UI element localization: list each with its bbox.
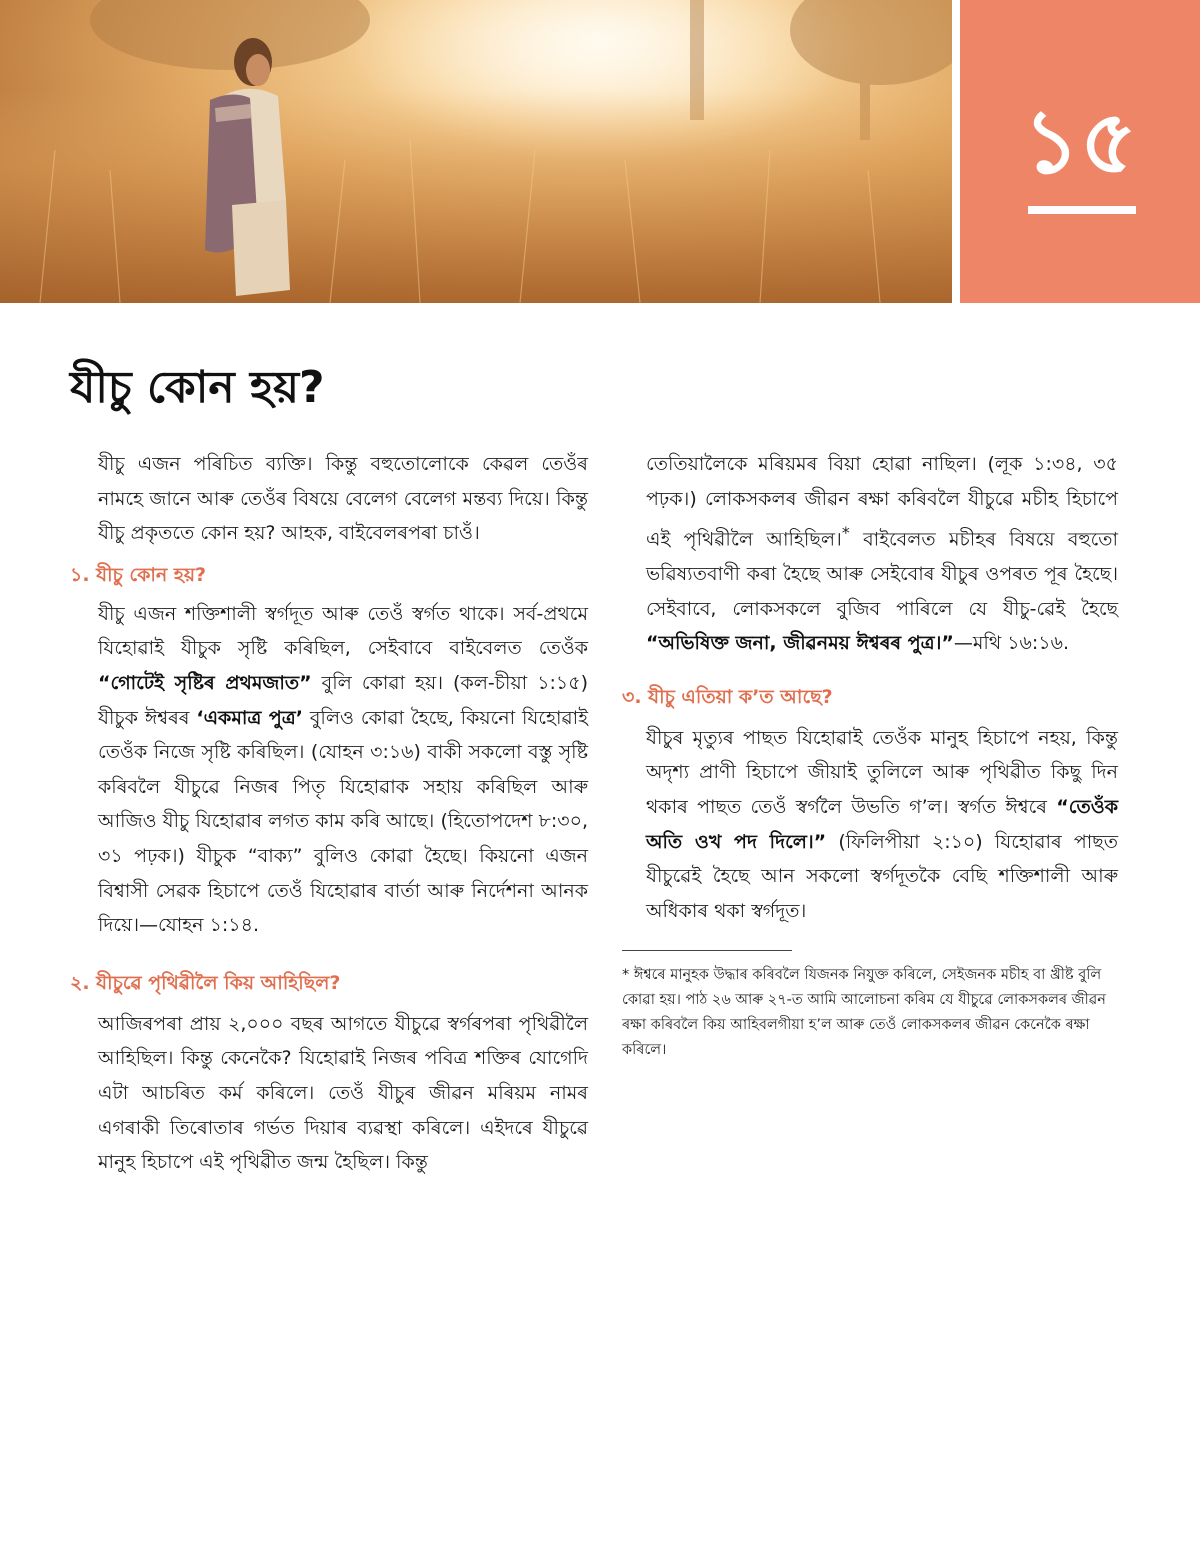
answer-paragraph-1 bbox=[70, 597, 588, 943]
bold-quote: “অভিষিক্ত জনা, জীৱনময় ঈশ্বৰৰ পুত্ৰ।” bbox=[646, 632, 954, 655]
left-column bbox=[70, 447, 588, 1180]
text-run: তেতিয়ালৈকে মৰিয়মৰ বিয়া হোৱা নাছিল। (লূক ১:৩৪, ৩৫ পঢ়ক।) লোকসকলৰ জীৱন ৰক্ষা কৰিবলৈ যীচুৱে মচীহ হিচাপে এই পৃথিৱীলৈ আহিছিল। bbox=[646, 453, 1118, 551]
chapter-number: ১৫ bbox=[1022, 90, 1138, 193]
chapter-underline bbox=[1028, 206, 1136, 214]
footnote-text: * ঈশ্বৰে মানুহক উদ্ধাৰ কৰিবলৈ যিজনক নিযুক্ত কৰিলে, সেইজনক মচীহ বা খ্ৰীষ্ট বুলি কোৱা হয়। পাঠ ২৬ আৰু ২৭-ত আমি আলোচনা কৰিম যে যীচুৱে লোকসকলৰ জীৱন ৰক্ষা কৰিবলৈ কিয় আহিবলগীয়া হ’ল আৰু তেওঁ লোকসকলৰ জীৱন কেনেকৈ ৰক্ষা কৰিলে। bbox=[622, 967, 1106, 1059]
text-run: বুলিও কোৱা হৈছে, কিয়নো যিহোৱাই তেওঁক নিজে সৃষ্টি কৰিছিল। (যোহন ৩:১৬) বাকী সকলো বস্তু সৃষ্টি কৰিবলৈ যীচুৱে নিজৰ পিতৃ যিহোৱাক সহায় কৰিছিল আৰু আজিও যীচু যিহোৱাৰ লগত কাম কৰি আছে। (হিতোপদেশ ৮:৩০, ৩১ পঢ়ক।) যীচুক “বাক্য” বুলিও কোৱা হৈছে। কিয়নো এজন বিশ্বাসী সেৱক হিচাপে তেওঁ যিহোৱাৰ বাৰ্তা আৰু নিৰ্দেশনা আনক দিয়ে।—যোহন ১:১৪. bbox=[98, 706, 588, 937]
field-illustration bbox=[0, 0, 952, 303]
footnote-divider bbox=[622, 950, 792, 951]
text-run: (ফিলিপীয়া ২:১০) যিহোৱাৰ পাছত যীচুৱেই হৈছে আন সকলো স্বৰ্গদূতকৈ বেছি শক্তিশালী আৰু অধিকাৰ থকা স্বৰ্গদূত। bbox=[646, 830, 1118, 922]
text-run: —মথি ১৬:১৬. bbox=[953, 632, 1069, 655]
right-column bbox=[622, 447, 1118, 1063]
answer-paragraph-2b bbox=[622, 447, 1118, 661]
question-heading-2: ২. যীচুৱে পৃথিৱীলৈ কিয় আহিছিল? bbox=[70, 971, 341, 994]
question-heading-3: ৩. যীচু এতিয়া ক’ত আছে? bbox=[622, 685, 833, 708]
hero-image bbox=[0, 0, 952, 303]
footnote-marker[interactable]: * bbox=[841, 523, 850, 543]
answer-paragraph-3 bbox=[622, 721, 1118, 929]
question-heading-1: ১. যীচু কোন হয়? bbox=[70, 563, 207, 586]
bold-quote: ‘একমাত্ৰ পুত্ৰ’ bbox=[196, 706, 303, 729]
text-run: যীচু এজন শক্তিশালী স্বৰ্গদূত আৰু তেওঁ স্বৰ্গত থাকে। সৰ্ব-প্ৰথমে যিহোৱাই যীচুক সৃষ্টি কৰিছিল, সেইবাবে বাইবেলত তেওঁক bbox=[98, 602, 588, 660]
page-title: যীচু কোন হয়? bbox=[70, 362, 325, 413]
text-run: বাইবেলত মচীহৰ বিষয়ে বহুতো ভৱিষ্যতবাণী কৰা হৈছে আৰু সেইবোৰ যীচুৰ ওপৰত পূৰ হৈছে। সেইবাবে, লোকসকলে বুজিব পাৰিলে যে যীচু-ৱেই হৈছে bbox=[646, 528, 1118, 620]
text-run: যীচুৰ মৃত্যুৰ পাছত যিহোৱাই তেওঁক মানুহ হিচাপে নহয়, কিন্তু অদৃশ্য প্ৰাণী হিচাপে জীয়াই তুলিলে আৰু পৃথিৱীত কিছু দিন থকাৰ পাছত তেওঁ স্বৰ্গলৈ উভতি গ’ল। স্বৰ্গত ঈশ্বৰে bbox=[646, 726, 1118, 819]
bold-quote: “গোটেই সৃষ্টিৰ প্ৰথমজাত” bbox=[98, 671, 312, 694]
chapter-badge bbox=[960, 0, 1200, 303]
text-run: বুলি কোৱা হয়। (কল-চীয়া ১:১৫) যীচুক ঈশ্বৰৰ bbox=[98, 671, 588, 729]
answer-paragraph-2a: আজিৰপৰা প্ৰায় ২,০০০ বছৰ আগতে যীচুৱে স্বৰ্গৰপৰা পৃথিৱীলৈ আহিছিল। কিন্তু কেনেকৈ? যিহোৱাই নিজৰ পবিত্ৰ শক্তিৰ যোগেদি এটা আচৰিত কৰ্ম কৰিলে। তেওঁ যীচুৰ জীৱন মৰিয়ম নামৰ এগৰাকী তিৰোতাৰ গৰ্ভত দিয়াৰ ব্যৱস্থা কৰিলে। এইদৰে যীচুৱে মানুহ হিচাপে এই পৃথিৱীত জন্ম হৈছিল। কিন্তু bbox=[98, 1012, 588, 1174]
bold-quote: “তেওঁক অতি ওখ পদ দিলে।” bbox=[646, 796, 1118, 853]
intro-paragraph: যীচু এজন পৰিচিত ব্যক্তি। কিন্তু বহুতোলোকে কেৱল তেওঁৰ নামহে জানে আৰু তেওঁৰ বিষয়ে বেলেগ বেলেগ মন্তব্য দিয়ে। কিন্তু যীচু প্ৰকৃততে কোন হয়? আহক, বাইবেলৰপৰা চাওঁ। bbox=[98, 453, 588, 545]
